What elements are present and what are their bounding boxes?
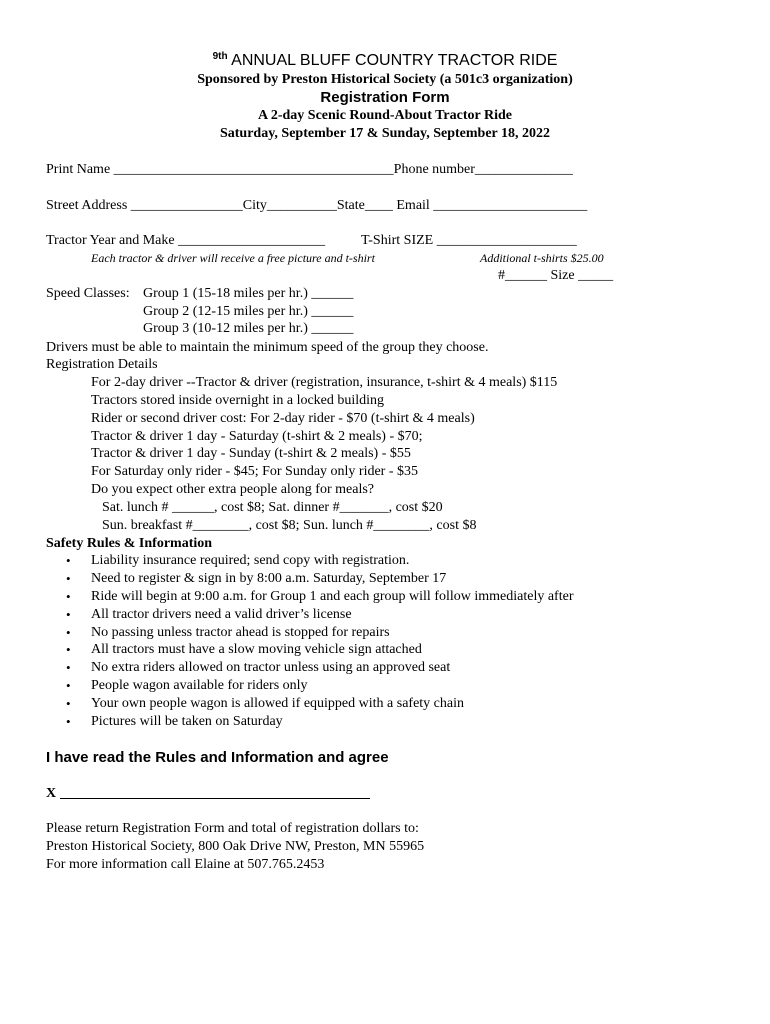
title-text: ANNUAL BLUFF COUNTRY TRACTOR RIDE: [231, 52, 558, 69]
form-title: Registration Form: [320, 89, 450, 106]
tractor-note: Each tractor & driver will receive a free picture and t-shirt: [91, 251, 375, 265]
safety-item: Ride will begin at 9:00 a.m. for Group 1 and each group will follow immediately after: [91, 589, 574, 604]
subtitle: A 2-day Scenic Round-About Tractor Ride: [258, 108, 512, 123]
ordinal-number: 9: [212, 51, 219, 62]
safety-item: No passing unless tractor ahead is stopped for repairs: [91, 625, 390, 640]
sunday-meals-line[interactable]: Sun. breakfast #________, cost $8; Sun. lunch #________, cost $8: [102, 518, 477, 533]
sponsor-line: Sponsored by Preston Historical Society (a 501c3 organization): [197, 72, 573, 87]
event-dates: Saturday, September 17 & Sunday, September 18, 2022: [219, 126, 551, 141]
bullet-icon: •: [66, 571, 71, 586]
safety-item: Need to register & sign in by 8:00 a.m. Saturday, September 17: [91, 571, 447, 586]
bullet-icon: •: [66, 553, 71, 568]
safety-item: Pictures will be taken on Saturday: [91, 714, 283, 729]
registration-item: Tractor & driver 1 day - Sunday (t-shirt & 2 meals) - $55: [91, 446, 411, 461]
bullet-icon: •: [66, 696, 71, 711]
speed-note: Drivers must be able to maintain the minimum speed of the group they choose.: [46, 340, 489, 355]
safety-item: No extra riders allowed on tractor unless using an approved seat: [91, 660, 451, 675]
ordinal-suffix: th: [218, 51, 228, 62]
agreement-statement: I have read the Rules and Information and agree: [46, 749, 389, 766]
bullet-icon: •: [66, 607, 71, 622]
return-instructions: Please return Registration Form and total of registration dollars to:: [46, 821, 419, 836]
safety-heading: Safety Rules & Information: [46, 536, 213, 551]
safety-item: Liability insurance required; send copy with registration.: [91, 553, 410, 568]
address-line[interactable]: Street Address ________________City__________State____ Email ______________________: [46, 198, 588, 213]
signature-x: X: [46, 786, 57, 801]
mailing-address: Preston Historical Society, 800 Oak Drive NW, Preston, MN 55965: [46, 839, 425, 854]
safety-item: All tractor drivers need a valid driver’s license: [91, 607, 352, 622]
speed-classes-label: Speed Classes:: [46, 286, 130, 301]
registration-item: Tractors stored inside overnight in a locked building: [91, 393, 385, 408]
registration-item: Tractor & driver 1 day - Saturday (t-shirt & 2 meals) - $70;: [91, 429, 423, 444]
speed-group-1[interactable]: Group 1 (15-18 miles per hr.) ______: [143, 286, 354, 301]
speed-group-3[interactable]: Group 3 (10-12 miles per hr.) ______: [143, 321, 354, 336]
bullet-icon: •: [66, 642, 71, 657]
name-phone-line[interactable]: Print Name ________________________________________Phone number______________: [46, 162, 573, 177]
safety-item: People wagon available for riders only: [91, 678, 308, 693]
registration-item: Do you expect other extra people along for meals?: [91, 482, 375, 497]
ordinal: [213, 51, 228, 62]
contact-info: For more information call Elaine at 507.765.2453: [46, 857, 325, 872]
bullet-icon: •: [66, 678, 71, 693]
saturday-meals-line[interactable]: Sat. lunch # ______, cost $8; Sat. dinner #_______, cost $20: [102, 500, 443, 515]
registration-item: For Saturday only rider - $45; For Sunday only rider - $35: [91, 464, 419, 479]
registration-item: For 2-day driver --Tractor & driver (registration, insurance, t-shirt & 4 meals) $115: [91, 375, 558, 390]
registration-heading: Registration Details: [46, 357, 158, 372]
bullet-icon: •: [66, 660, 71, 675]
tshirt-note: Additional t-shirts $25.00: [480, 251, 604, 265]
bullet-icon: •: [66, 714, 71, 729]
form-main-title: [0, 52, 770, 69]
bullet-icon: •: [66, 589, 71, 604]
tractor-line[interactable]: Tractor Year and Make _____________________: [46, 233, 326, 248]
safety-item: Your own people wagon is allowed if equipped with a safety chain: [91, 696, 464, 711]
tshirt-count-line[interactable]: #______ Size _____: [498, 268, 614, 283]
speed-group-2[interactable]: Group 2 (12-15 miles per hr.) ______: [143, 304, 354, 319]
signature-line[interactable]: [60, 798, 370, 799]
registration-item: Rider or second driver cost: For 2-day rider - $70 (t-shirt & 4 meals): [91, 411, 475, 426]
safety-item: All tractors must have a slow moving vehicle sign attached: [91, 642, 422, 657]
bullet-icon: •: [66, 625, 71, 640]
tshirt-size-line[interactable]: T-Shirt SIZE ____________________: [361, 233, 577, 248]
